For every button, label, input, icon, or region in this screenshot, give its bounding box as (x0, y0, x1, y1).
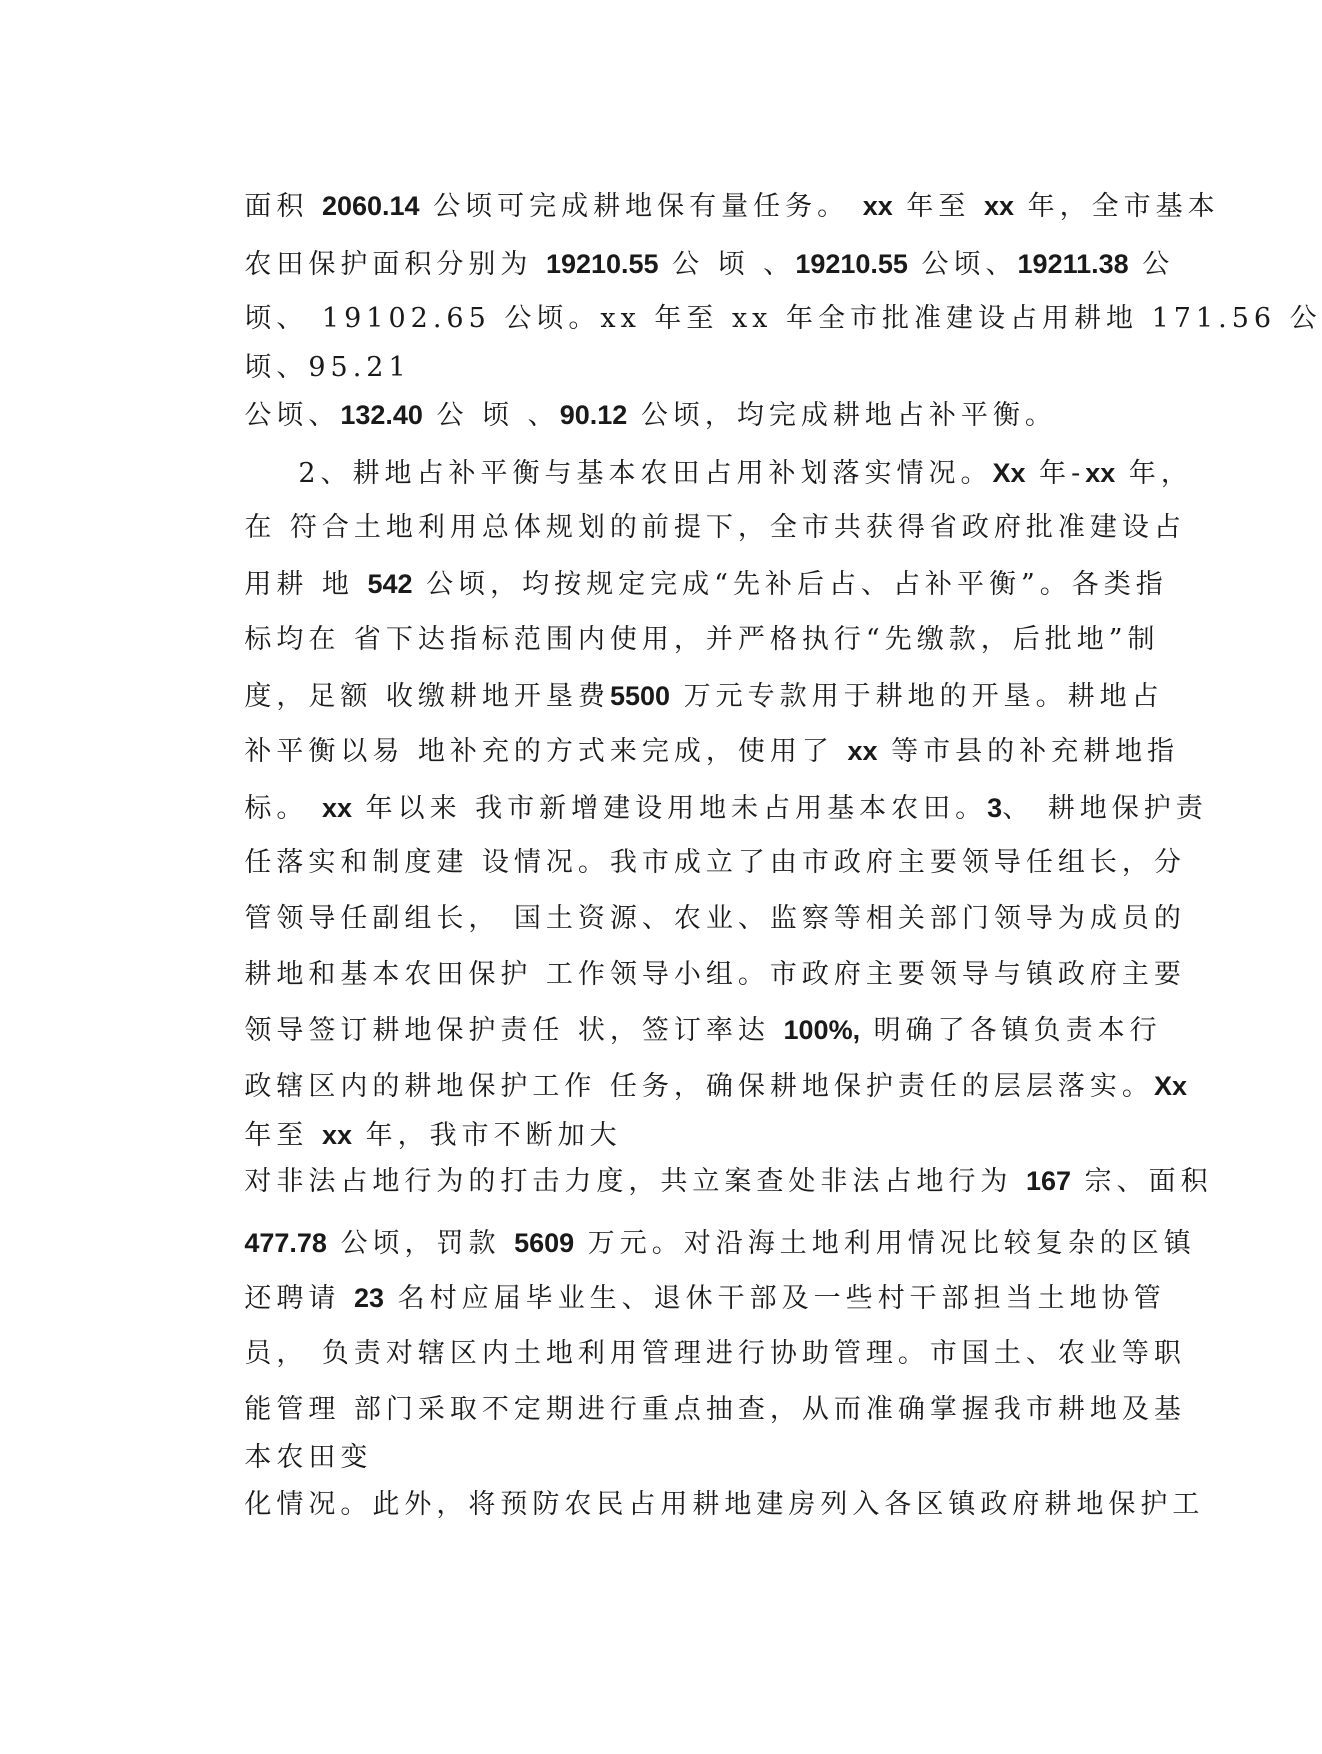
text-line: 员， 负责对辖区内土地利用管理进行协助管理。市国土、农业等职 (244, 1338, 1186, 1369)
text-line: 本农田变 (244, 1442, 373, 1473)
text-line: 标。 xx 年以来 我市新增建设用地未占用基本农田。3、 耕地保护责 (244, 793, 1208, 824)
text-line: 能管理 部门采取不定期进行重点抽查，从而准确掌握我市耕地及基 (244, 1394, 1186, 1425)
text-line: 在 符合土地利用总体规划的前提下，全市共获得省政府批准建设占 (244, 512, 1186, 543)
text-line: 耕地和基本农田保护 工作领导小组。市政府主要领导与镇政府主要 (244, 959, 1186, 990)
text-line: 管领导任副组长， 国土资源、农业、监察等相关部门领导为成员的 (244, 903, 1186, 934)
text-line: 面积 2060.14 公顷可完成耕地保有量任务。 xx 年至 xx 年，全市基本 (244, 191, 1220, 222)
text-line: 顷、95.21 (244, 352, 411, 383)
text-line: 年至 xx 年，我市不断加大 (244, 1120, 622, 1151)
text-line: 领导签订耕地保护责任 状，签订率达 100%, 明确了各镇负责本行 (244, 1015, 1162, 1046)
text-line: 度，足额 收缴耕地开垦费5500 万元专款用于耕地的开垦。耕地占 (244, 681, 1164, 712)
text-line: 农田保护面积分别为 19210.55 公 顷 、19210.55 公顷、19211.38 公 (244, 249, 1175, 280)
text-line: 对非法占地行为的打击力度，共立案查处非法占地行为 167 宗、面积 (244, 1166, 1213, 1197)
paragraph-first-line: 2、耕地占补平衡与基本农田占用补划落实情况。Xx 年-xx 年， (298, 458, 1193, 489)
text-line: 化情况。此外，将预防农民占用耕地建房列入各区镇政府耕地保护工 (244, 1489, 1205, 1520)
text-line: 还聘请 23 名村应届毕业生、退休干部及一些村干部担当土地协管 (244, 1283, 1166, 1314)
text-line: 顷、 19102.65 公顷。xx 年至 xx 年全市批准建设占用耕地 171.56 公 (244, 303, 1322, 334)
text-line: 任落实和制度建 设情况。我市成立了由市政府主要领导任组长，分 (244, 847, 1186, 878)
text-line: 公顷、132.40 公 顷 、90.12 公顷，均完成耕地占补平衡。 (244, 400, 1057, 431)
text-line: 477.78 公顷，罚款 5609 万元。对沿海土地利用情况比较复杂的区镇 (244, 1228, 1196, 1259)
text-line: 标均在 省下达指标范围内使用，并严格执行“先缴款，后批地”制 (244, 624, 1160, 655)
text-line: 补平衡以易 地补充的方式来完成，使用了 xx 等市县的补充耕地指 (244, 736, 1180, 767)
text-line: 用耕 地 542 公顷，均按规定完成“先补后占、占补平衡”。各类指 (244, 569, 1168, 600)
text-line: 政辖区内的耕地保护工作 任务，确保耕地保护责任的层层落实。Xx (244, 1071, 1187, 1102)
